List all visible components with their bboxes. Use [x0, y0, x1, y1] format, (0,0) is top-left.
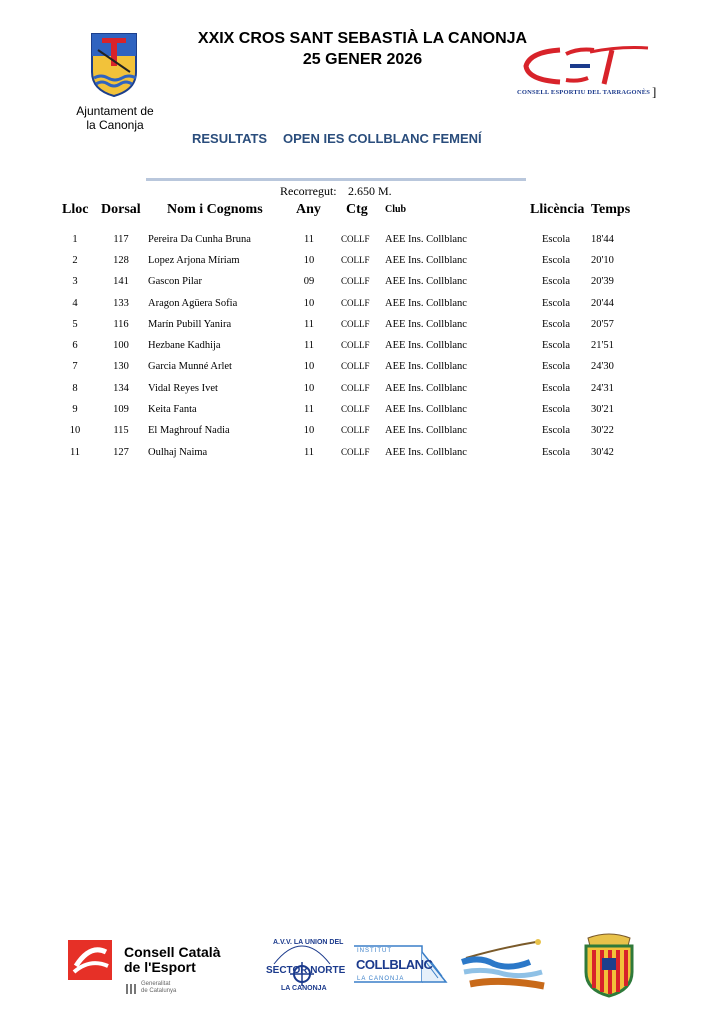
- cell-any: 11: [303, 404, 315, 415]
- distance-label: Recorregut:: [280, 184, 337, 198]
- cell-temps: 24'31: [591, 383, 614, 394]
- col-ctg: Ctg: [346, 202, 368, 217]
- results-category: OPEN IES COLLBLANC FEMENÍ: [283, 131, 482, 146]
- table-row: [0, 361, 724, 382]
- cell-ctg: COLLF: [341, 298, 370, 308]
- table-row: [0, 447, 724, 468]
- cell-ctg: COLLF: [341, 319, 370, 329]
- cell-dorsal: 133: [113, 298, 129, 309]
- cell-any: 10: [303, 361, 315, 372]
- cell-nom: Aragon Agüera Sofia: [148, 298, 238, 309]
- cet-name: CONSELL ESPORTIU DEL TARRAGONÈS: [517, 89, 651, 96]
- cell-temps: 30'21: [591, 404, 614, 415]
- consell-catala-line2: de l'Esport: [124, 959, 196, 975]
- cet-bracket: ]: [652, 84, 657, 99]
- cell-dorsal: 100: [113, 340, 129, 351]
- cell-ctg: COLLF: [341, 255, 370, 265]
- cell-club: AEE Ins. Collblanc: [385, 404, 467, 415]
- cell-temps: 20'44: [591, 298, 614, 309]
- event-title: XXIX CROS SANT SEBASTIÀ LA CANONJA: [197, 30, 528, 47]
- cell-dorsal: 141: [113, 276, 129, 287]
- cell-dorsal: 116: [113, 319, 129, 330]
- cell-lloc: 2: [72, 255, 78, 266]
- generalitat-line1: Generalitat: [141, 981, 171, 987]
- cell-temps: 30'22: [591, 425, 614, 436]
- cell-llicencia: Escola: [542, 361, 570, 372]
- cell-any: 10: [303, 383, 315, 394]
- institut-label: INSTITUT: [357, 948, 392, 954]
- cell-lloc: 10: [69, 425, 81, 436]
- cell-llicencia: Escola: [542, 319, 570, 330]
- cell-club: AEE Ins. Collblanc: [385, 425, 467, 436]
- cell-any: 10: [303, 425, 315, 436]
- ajuntament-name-line2: la Canonja: [86, 118, 144, 132]
- col-llicencia: Llicència: [530, 202, 585, 217]
- cell-dorsal: 130: [113, 361, 129, 372]
- cell-any: 11: [303, 340, 315, 351]
- cet-logo: [520, 44, 650, 88]
- cell-temps: 30'42: [591, 447, 614, 458]
- cell-temps: 20'10: [591, 255, 614, 266]
- cell-llicencia: Escola: [542, 276, 570, 287]
- cell-lloc: 7: [72, 361, 78, 372]
- cell-dorsal: 134: [113, 383, 129, 394]
- cell-nom: Vidal Reyes Ivet: [148, 383, 218, 394]
- col-club: Club: [385, 204, 407, 215]
- cell-club: AEE Ins. Collblanc: [385, 234, 467, 245]
- table-row: [0, 255, 724, 276]
- cell-club: AEE Ins. Collblanc: [385, 255, 467, 266]
- cell-temps: 24'30: [591, 361, 614, 372]
- cell-ctg: COLLF: [341, 361, 370, 371]
- cell-temps: 20'39: [591, 276, 614, 287]
- cell-any: 11: [303, 447, 315, 458]
- cell-ctg: COLLF: [341, 425, 370, 435]
- table-row: [0, 319, 724, 340]
- cell-lloc: 5: [72, 319, 78, 330]
- table-row: [0, 298, 724, 319]
- table-row: [0, 340, 724, 361]
- cell-llicencia: Escola: [542, 425, 570, 436]
- cell-any: 11: [303, 319, 315, 330]
- cell-dorsal: 128: [113, 255, 129, 266]
- generalitat-icon: [125, 982, 137, 994]
- table-row: [0, 383, 724, 404]
- cell-ctg: COLLF: [341, 447, 370, 457]
- cell-any: 10: [303, 255, 315, 266]
- cell-lloc: 3: [72, 276, 78, 287]
- cell-lloc: 8: [72, 383, 78, 394]
- cell-temps: 20'57: [591, 319, 614, 330]
- cell-nom: Lopez Arjona Míriam: [148, 255, 240, 266]
- sector-norte-top: A.V.V. LA UNION DEL: [273, 939, 344, 946]
- cell-ctg: COLLF: [341, 276, 370, 286]
- col-dorsal: Dorsal: [101, 202, 141, 217]
- canonja-illustration-logo: [460, 938, 548, 994]
- cell-nom: Marín Pubill Yanira: [148, 319, 232, 330]
- cell-club: AEE Ins. Collblanc: [385, 340, 467, 351]
- coat-of-arms-logo: [578, 932, 640, 998]
- table-row: [0, 234, 724, 255]
- cell-llicencia: Escola: [542, 255, 570, 266]
- cell-ctg: COLLF: [341, 404, 370, 414]
- cell-lloc: 1: [72, 234, 78, 245]
- cell-llicencia: Escola: [542, 234, 570, 245]
- cell-nom: El Maghrouf Nadia: [148, 425, 230, 436]
- cell-club: AEE Ins. Collblanc: [385, 298, 467, 309]
- cell-club: AEE Ins. Collblanc: [385, 383, 467, 394]
- cell-llicencia: Escola: [542, 404, 570, 415]
- col-any: Any: [296, 202, 321, 217]
- cell-llicencia: Escola: [542, 298, 570, 309]
- cell-any: 11: [303, 234, 315, 245]
- results-label: RESULTATS: [192, 131, 268, 146]
- consell-catala-line1: Consell Català: [124, 944, 221, 960]
- cell-nom: Oulhaj Naima: [148, 447, 208, 458]
- cell-lloc: 6: [72, 340, 78, 351]
- distance-value: 2.650 M.: [348, 184, 392, 198]
- cell-club: AEE Ins. Collblanc: [385, 361, 467, 372]
- ajuntament-name-line1: Ajuntament de: [76, 104, 154, 118]
- divider: [146, 178, 526, 181]
- cell-llicencia: Escola: [542, 340, 570, 351]
- cell-dorsal: 115: [113, 425, 129, 436]
- collblanc-sub: LA CANONJA: [357, 976, 405, 982]
- generalitat-line2: de Catalunya: [141, 988, 177, 994]
- consell-catala-logo-mark: [68, 940, 112, 980]
- cell-nom: Keita Fanta: [148, 404, 197, 415]
- cell-club: AEE Ins. Collblanc: [385, 319, 467, 330]
- table-row: [0, 425, 724, 446]
- cell-nom: Gascon Pilar: [148, 276, 202, 287]
- cell-temps: 18'44: [591, 234, 614, 245]
- cell-temps: 21'51: [591, 340, 614, 351]
- cell-nom: Garcia Munné Arlet: [148, 361, 232, 372]
- cell-nom: Hezbane Kadhija: [148, 340, 221, 351]
- cell-nom: Pereira Da Cunha Bruna: [148, 234, 251, 245]
- collblanc-label: COLLBLANC: [356, 957, 433, 972]
- cell-dorsal: 117: [113, 234, 129, 245]
- cell-ctg: COLLF: [341, 383, 370, 393]
- table-row: [0, 276, 724, 297]
- cell-any: 09: [303, 276, 315, 287]
- ajuntament-logo: [88, 32, 140, 98]
- event-date: 25 GENER 2026: [302, 51, 423, 68]
- table-row: [0, 404, 724, 425]
- col-lloc: Lloc: [62, 202, 89, 217]
- cell-ctg: COLLF: [341, 234, 370, 244]
- cell-dorsal: 127: [113, 447, 129, 458]
- col-nom: Nom i Cognoms: [167, 202, 263, 217]
- sector-norte-mid: SECTOR NORTE: [266, 965, 346, 976]
- cell-ctg: COLLF: [341, 340, 370, 350]
- cell-club: AEE Ins. Collblanc: [385, 276, 467, 287]
- cell-any: 10: [303, 298, 315, 309]
- cell-dorsal: 109: [113, 404, 129, 415]
- cell-lloc: 11: [69, 447, 81, 458]
- sector-norte-bottom: LA CANONJA: [281, 985, 327, 992]
- cell-lloc: 4: [72, 298, 78, 309]
- cell-club: AEE Ins. Collblanc: [385, 447, 467, 458]
- cell-llicencia: Escola: [542, 383, 570, 394]
- col-temps: Temps: [591, 202, 631, 217]
- cell-lloc: 9: [72, 404, 78, 415]
- cell-llicencia: Escola: [542, 447, 570, 458]
